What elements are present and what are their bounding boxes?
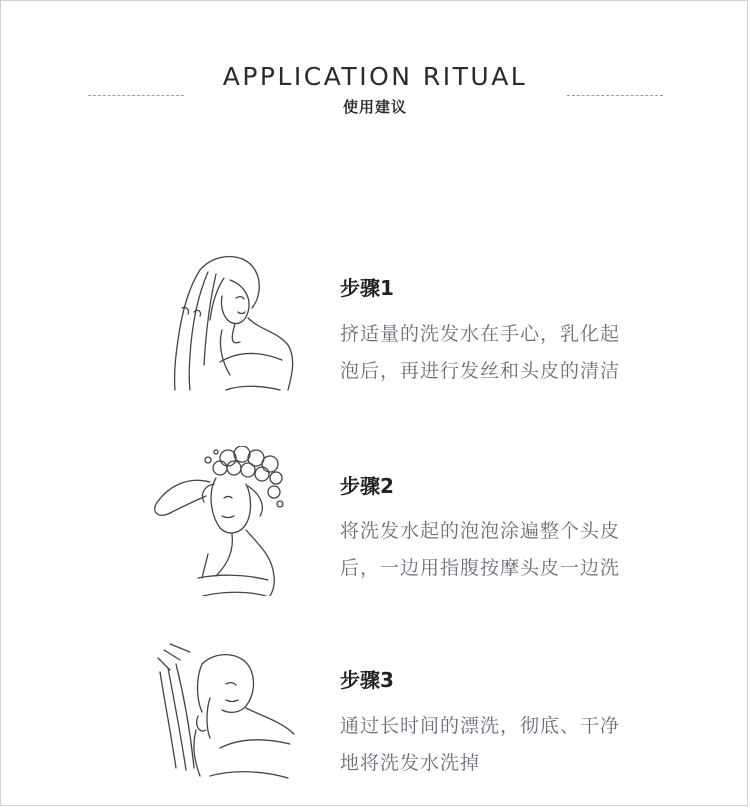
woman-foam-massage-icon [148, 446, 293, 600]
step-text-line: 通过长时间的漂洗，彻底、干净 [340, 715, 621, 737]
step-text-line: 挤适量的洗发水在手心，乳化起 [340, 323, 621, 345]
step-text-line: 泡后，再进行发丝和头皮的清洁 [340, 360, 621, 382]
step-title: 步骤3 [340, 668, 394, 692]
step-title: 步骤1 [340, 276, 394, 300]
step-text-line: 后，一边用指腹按摩头皮一边洗 [340, 557, 621, 579]
woman-shower-rinse-icon [150, 638, 300, 787]
step-text-line: 将洗发水起的泡泡涂遍整个头皮 [340, 520, 621, 542]
section-title: APPLICATION RITUAL [222, 62, 528, 91]
step-title: 步骤2 [340, 474, 394, 498]
woman-hair-wash-icon [160, 250, 300, 399]
section-subtitle: 使用建议 [342, 98, 407, 116]
step-text-line: 地将洗发水洗掉 [340, 752, 481, 774]
